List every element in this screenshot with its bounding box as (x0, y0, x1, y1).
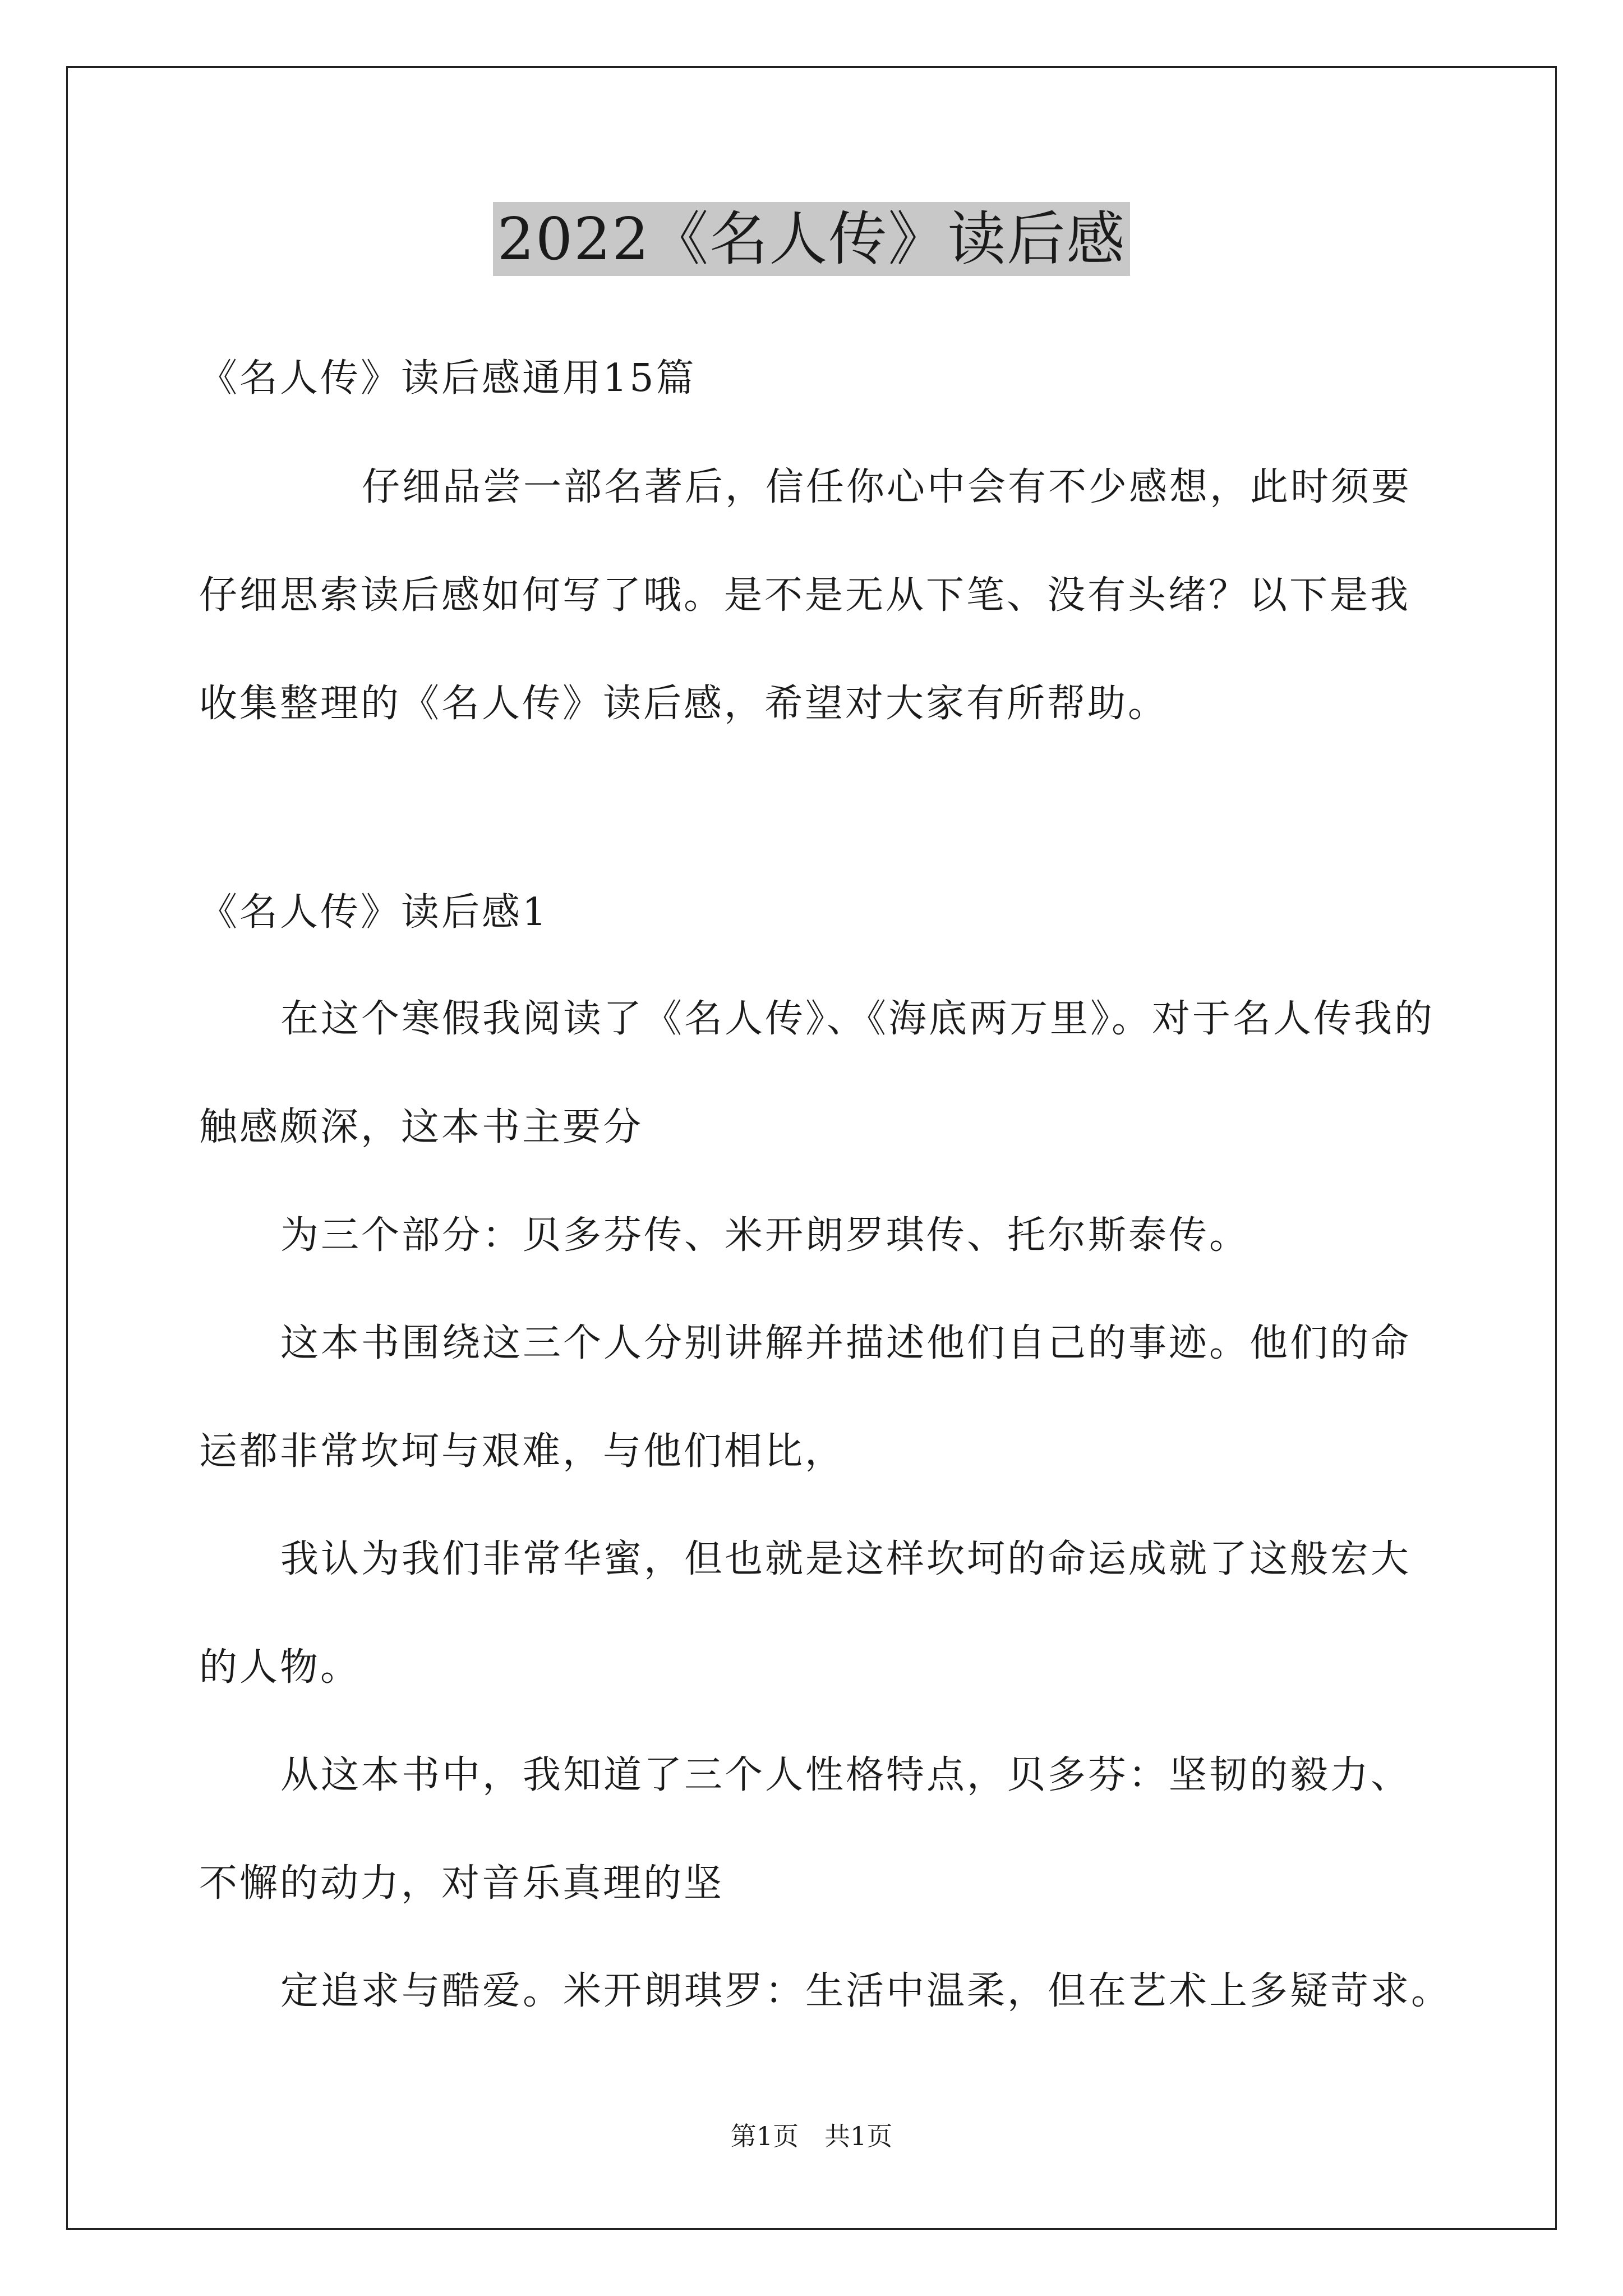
paragraph-line: 这本书围绕这三个人分别讲解并描述他们自己的事迹。他们的命 (280, 1321, 1412, 1365)
paragraph-line: 在这个寒假我阅读了《名人传》、《海底两万里》。对于名人传我的 (280, 997, 1435, 1041)
paragraph-line: 运都非常坎坷与艰难，与他们相比， (199, 1429, 846, 1474)
paragraph-line: 为三个部分：贝多芬传、米开朗罗琪传、托尔斯泰传。 (280, 1213, 1250, 1258)
paragraph-line: 不懈的动力，对音乐真理的坚 (199, 1861, 725, 1906)
subtitle: 《名人传》读后感通用15篇 (199, 356, 697, 401)
paragraph-line: 我认为我们非常华蜜，但也就是这样坎坷的命运成就了这般宏大 (280, 1537, 1412, 1581)
page-footer: 第1页 共1页 (730, 2121, 893, 2151)
paragraph-line: 仔细思索读后感如何写了哦。是不是无从下笔、没有头绪？以下是我 (199, 573, 1411, 618)
section-heading: 《名人传》读后感1 (199, 890, 549, 935)
title-container (0, 202, 1623, 276)
paragraph-line: 仔细品尝一部名著后，信任你心中会有不少感想，此时须要 (362, 465, 1412, 509)
paragraph-line: 的人物。 (199, 1645, 361, 1690)
paragraph-line: 定追求与酷爱。米开朗琪罗：生活中温柔，但在艺术上多疑苛求。 (280, 1969, 1452, 2013)
paragraph-line: 从这本书中，我知道了三个人性格特点，贝多芬：坚韧的毅力、 (280, 1753, 1412, 1797)
document-title: 2022《名人传》读后感 (493, 202, 1131, 276)
paragraph-line: 触感颇深，这本书主要分 (199, 1105, 644, 1149)
paragraph-line: 收集整理的《名人传》读后感，希望对大家有所帮助。 (199, 682, 1169, 726)
